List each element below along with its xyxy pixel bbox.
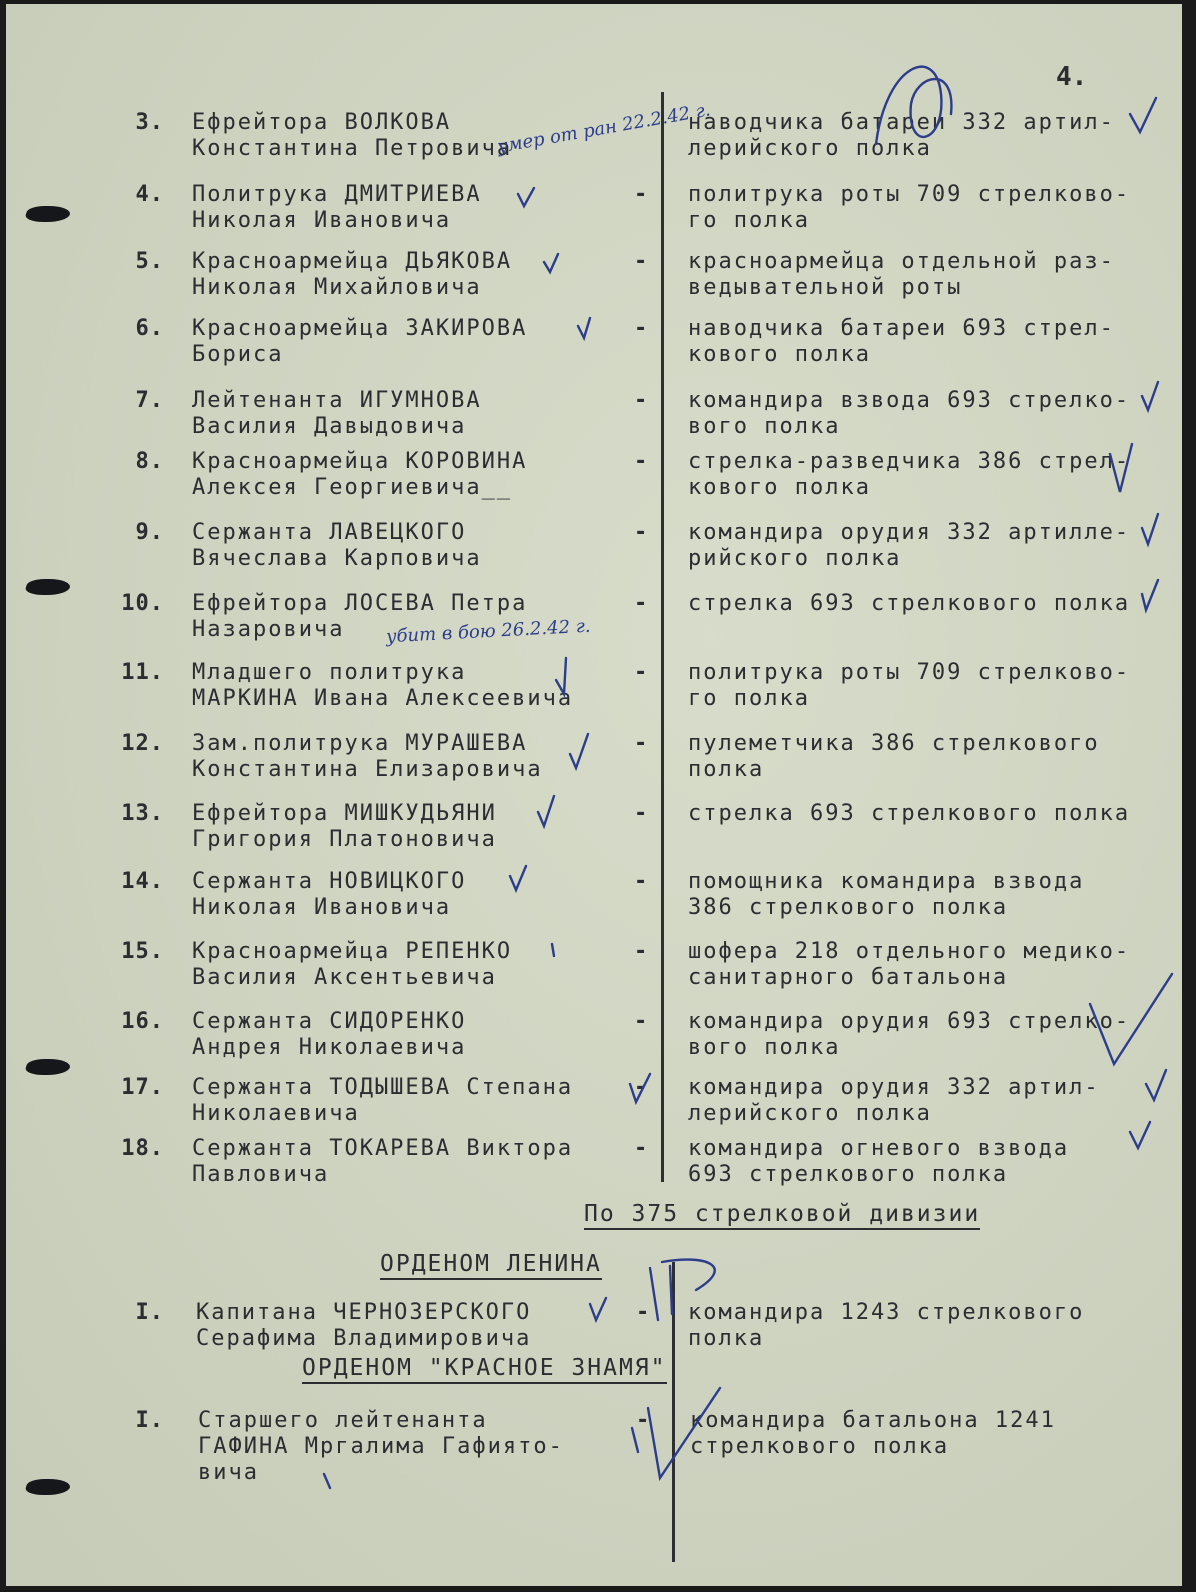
entry-position-line1: шофера 218 отдельного медико- — [688, 939, 1131, 964]
entry-position-line2: стрелкового полка — [690, 1434, 950, 1459]
list-item — [6, 388, 1182, 450]
order-lenin-heading: ОРДЕНОМ ЛЕНИНА — [380, 1250, 602, 1280]
entry-dash: - — [634, 731, 648, 756]
entry-number: 4. — [135, 182, 164, 207]
entry-position-line1: наводчика батареи 693 стрел- — [688, 316, 1115, 341]
entry-given-names: Николаевича — [192, 1101, 360, 1126]
entry-rank-surname: Сержанта ТОДЫШЕВА Степана — [192, 1075, 574, 1100]
entry-position-line2: 386 стрелкового полка — [688, 895, 1009, 920]
entry-rank-surname: Политрука ДМИТРИЕВА — [192, 182, 482, 207]
entry-position-line1: пулеметчика 386 стрелкового — [688, 731, 1100, 756]
entry-rank-surname: Лейтенанта ИГУМНОВА — [192, 388, 482, 413]
entry-position-line2: кового полка — [688, 342, 871, 367]
entry-dash: - — [634, 591, 648, 616]
entry-dash: - — [634, 316, 648, 341]
entry-position-line2: вого полка — [688, 1035, 841, 1060]
entry-dash: - — [636, 1408, 650, 1433]
list-item — [6, 520, 1182, 582]
entry-dash: - — [634, 388, 648, 413]
entry-position-line2: полка — [688, 1326, 765, 1351]
entry-patronymic-end: вича — [198, 1460, 259, 1485]
entry-number: 10. — [121, 591, 164, 616]
entry-dash: - — [636, 1300, 650, 1325]
entry-rank-surname: Сержанта НОВИЦКОГО — [192, 869, 467, 894]
entry-dash: - — [634, 249, 648, 274]
entry-position-line1: политрука роты 709 стрелково- — [688, 182, 1131, 207]
handwritten-note: умер от ран 22.2.42 г. — [495, 99, 713, 158]
entry-dash: - — [634, 449, 648, 474]
entry-given-names: Назаровича — [192, 617, 345, 642]
entry-number: 13. — [121, 801, 164, 826]
entry-position-line1: командира 1243 стрелкового — [688, 1300, 1085, 1325]
list-item — [6, 99, 1182, 172]
list-item — [6, 1408, 1182, 1498]
division-heading: По 375 стрелковой дивизии — [584, 1200, 980, 1230]
entry-number: 17. — [121, 1075, 164, 1100]
entry-surname-name: ГАФИНА Мргалима Гафиято- — [198, 1434, 564, 1459]
entry-dash: - — [634, 869, 648, 894]
list-item — [6, 249, 1182, 311]
entry-number: 7. — [135, 388, 164, 413]
list-item — [6, 1136, 1182, 1198]
entry-position-line1: стрелка-разведчика 386 стрел- — [688, 449, 1131, 474]
entry-number: 3. — [135, 110, 164, 135]
entry-given-names: Вячеслава Карповича — [192, 546, 482, 571]
entry-number: 16. — [121, 1009, 164, 1034]
entry-given-names: Павловича — [192, 1162, 330, 1187]
list-item — [6, 939, 1182, 1001]
entry-dash: - — [634, 1075, 648, 1100]
entry-rank-surname: Сержанта ЛАВЕЦКОГО — [192, 520, 467, 545]
entry-number: 12. — [121, 731, 164, 756]
entry-number: 15. — [121, 939, 164, 964]
order-red-banner-heading: ОРДЕНОМ "КРАСНОЕ ЗНАМЯ" — [302, 1354, 667, 1384]
entry-rank-surname: Младшего политрука — [192, 660, 467, 685]
list-item — [6, 1075, 1182, 1137]
entry-number: 11. — [121, 660, 164, 685]
entry-number: 9. — [135, 520, 164, 545]
entry-number: 5. — [135, 249, 164, 274]
entry-dash: - — [634, 1009, 648, 1034]
entry-position-line1: помощника командира взвода — [688, 869, 1085, 894]
entry-position-line2: лерийского полка — [688, 1101, 932, 1126]
entry-position-line2: санитарного батальона — [688, 965, 1009, 990]
entry-position-line2: го полка — [688, 686, 810, 711]
entry-position-line1: стрелка 693 стрелкового полка — [688, 591, 1131, 616]
entry-rank-surname: Красноармейца ДЬЯКОВА — [192, 249, 513, 274]
entry-number: 18. — [121, 1136, 164, 1161]
list-item — [6, 660, 1182, 722]
list-item — [6, 182, 1182, 244]
entry-rank-surname: Ефрейтора ВОЛКОВА — [192, 110, 452, 135]
entry-rank-surname: Ефрейтора МИШКУДЬЯНИ — [192, 801, 497, 826]
document-page — [6, 4, 1182, 1586]
entry-given-names: Григория Платоновича — [192, 827, 497, 852]
entry-position-line1: командира огневого взвода — [688, 1136, 1070, 1161]
entry-position-line1: командира взвода 693 стрелко- — [688, 388, 1131, 413]
entry-given-names: Василия Аксентьевича — [192, 965, 497, 990]
list-item — [6, 869, 1182, 931]
entry-rank: Старшего лейтенанта — [198, 1408, 488, 1433]
entry-rank-surname: Красноармейца КОРОВИНА — [192, 449, 528, 474]
list-item — [6, 731, 1182, 793]
list-item — [6, 801, 1182, 863]
entry-number: 8. — [135, 449, 164, 474]
entry-position-line2: вого полка — [688, 414, 841, 439]
entry-number: 6. — [135, 316, 164, 341]
entry-rank-surname: Красноармейца ЗАКИРОВА — [192, 316, 528, 341]
entry-rank-surname: Зам.политрука МУРАШЕВА — [192, 731, 528, 756]
entry-given-names: Бориса — [192, 342, 284, 367]
entry-position-line1: командира орудия 332 артилле- — [688, 520, 1131, 545]
entry-given-names: Николая Михайловича — [192, 275, 482, 300]
entry-rank-surname: Красноармейца РЕПЕНКО — [192, 939, 513, 964]
entry-given-names: Андрея Николаевича — [192, 1035, 467, 1060]
entry-given-names: Василия Давыдовича — [192, 414, 467, 439]
list-item — [6, 449, 1182, 511]
entry-position-line1: командира орудия 693 стрелко- — [688, 1009, 1131, 1034]
entry-rank-surname: Сержанта СИДОРЕНКО — [192, 1009, 467, 1034]
entry-position-line1: командира батальона 1241 — [690, 1408, 1056, 1433]
list-item — [6, 1300, 1182, 1362]
entry-dash: - — [634, 939, 648, 964]
list-item — [6, 1009, 1182, 1071]
entry-number: I. — [135, 1408, 164, 1433]
entry-rank-surname: Сержанта ТОКАРЕВА Виктора — [192, 1136, 574, 1161]
list-item — [6, 591, 1182, 653]
entry-given-names: Константина Петровича — [192, 136, 513, 161]
entry-given-names: Серафима Владимировича — [196, 1326, 532, 1351]
entry-position-line1: наводчика батареи 332 артил- — [688, 110, 1115, 135]
entry-rank-surname: Ефрейтора ЛОСЕВА Петра — [192, 591, 528, 616]
handwritten-note: убит в бою 26.2.42 г. — [385, 615, 592, 648]
entry-dash: - — [634, 182, 648, 207]
entry-given-names: Николая Ивановича — [192, 895, 452, 920]
entry-rank-surname: Капитана ЧЕРНОЗЕРСКОГО — [196, 1300, 532, 1325]
entry-given-names: МАРКИНА Ивана Алексеевича — [192, 686, 574, 711]
entry-dash: - — [634, 1136, 648, 1161]
entry-position-line1: политрука роты 709 стрелково- — [688, 660, 1131, 685]
entry-dash: - — [634, 520, 648, 545]
entry-position-line1: командира орудия 332 артил- — [688, 1075, 1100, 1100]
entry-position-line2: лерийского полка — [688, 136, 932, 161]
entry-position-line1: стрелка 693 стрелкового полка — [688, 801, 1131, 826]
entry-position-line2: го полка — [688, 208, 810, 233]
entry-dash: - — [634, 801, 648, 826]
entry-number: 14. — [121, 869, 164, 894]
entry-number: I. — [135, 1300, 164, 1325]
entry-position-line2: кового полка — [688, 475, 871, 500]
page-number: 4. — [1056, 62, 1088, 92]
entry-position-line2: рийского полка — [688, 546, 902, 571]
entry-given-names: Николая Ивановича — [192, 208, 452, 233]
entry-position-line2: 693 стрелкового полка — [688, 1162, 1009, 1187]
entry-given-names: Алексея Георгиевича__ — [192, 475, 513, 500]
entry-given-names: Константина Елизаровича — [192, 757, 543, 782]
list-item — [6, 316, 1182, 378]
entry-position-line2: ведывательной роты — [688, 275, 963, 300]
entry-position-line1: красноармейца отдельной раз- — [688, 249, 1115, 274]
entry-position-line2: полка — [688, 757, 765, 782]
entry-dash: - — [634, 660, 648, 685]
